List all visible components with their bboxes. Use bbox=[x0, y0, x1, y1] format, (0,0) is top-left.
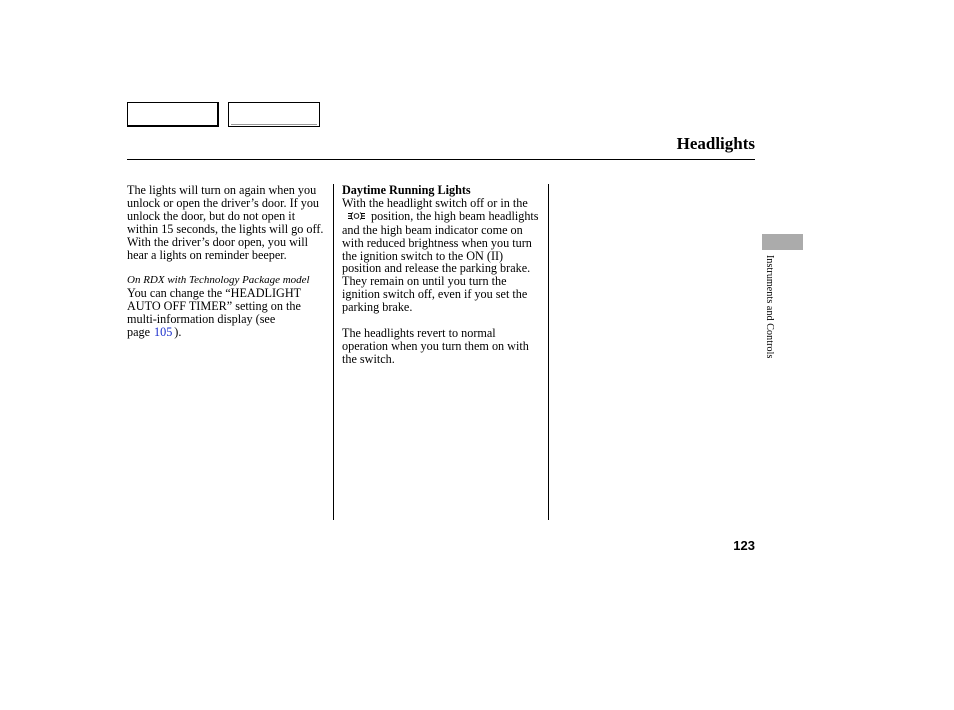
section-label: Instruments and Controls bbox=[764, 255, 775, 359]
timer-setting-paragraph bbox=[127, 287, 325, 339]
column-divider-2 bbox=[548, 184, 549, 520]
model-note: On RDX with Technology Package model bbox=[127, 274, 310, 287]
auto-off-paragraph: The lights will turn on again when you unlock or open the driver’s door. If you unlock the door, but do not open it within 15 seconds, the lights will go off. With the driver’s door open, you will hear a lights on reminder beeper. bbox=[127, 183, 324, 262]
section-tab[interactable] bbox=[762, 234, 803, 250]
main-menu-button[interactable] bbox=[127, 102, 219, 127]
timer-setting-text: You can change the “HEADLIGHT AUTO OFF TIMER” setting on the multi-information display (see page bbox=[127, 286, 301, 340]
drl-text-start: With the headlight switch off or in the bbox=[342, 195, 528, 210]
column-divider-1 bbox=[333, 184, 334, 520]
drl-text-end: position, the high beam headlights and the high beam indicator come on with reduced brightness when you turn the ignition switch to the ON (II) position and release the parking brake. They remain on until you turn the ignition switch off, even if you set the parking brake. bbox=[342, 208, 539, 315]
page-105-link[interactable]: 105 bbox=[154, 325, 173, 340]
left-column bbox=[127, 184, 325, 339]
drl-heading: Daytime Running Lights bbox=[342, 183, 471, 197]
page-title: Headlights bbox=[676, 134, 755, 153]
header-divider bbox=[127, 159, 755, 160]
drl-paragraph bbox=[342, 197, 542, 314]
middle-column bbox=[342, 184, 542, 366]
timer-setting-end: ). bbox=[174, 325, 182, 340]
index-button[interactable] bbox=[228, 102, 320, 127]
revert-paragraph: The headlights revert to normal operation when you turn them on with the switch. bbox=[342, 326, 529, 366]
page-number: 123 bbox=[733, 538, 755, 553]
